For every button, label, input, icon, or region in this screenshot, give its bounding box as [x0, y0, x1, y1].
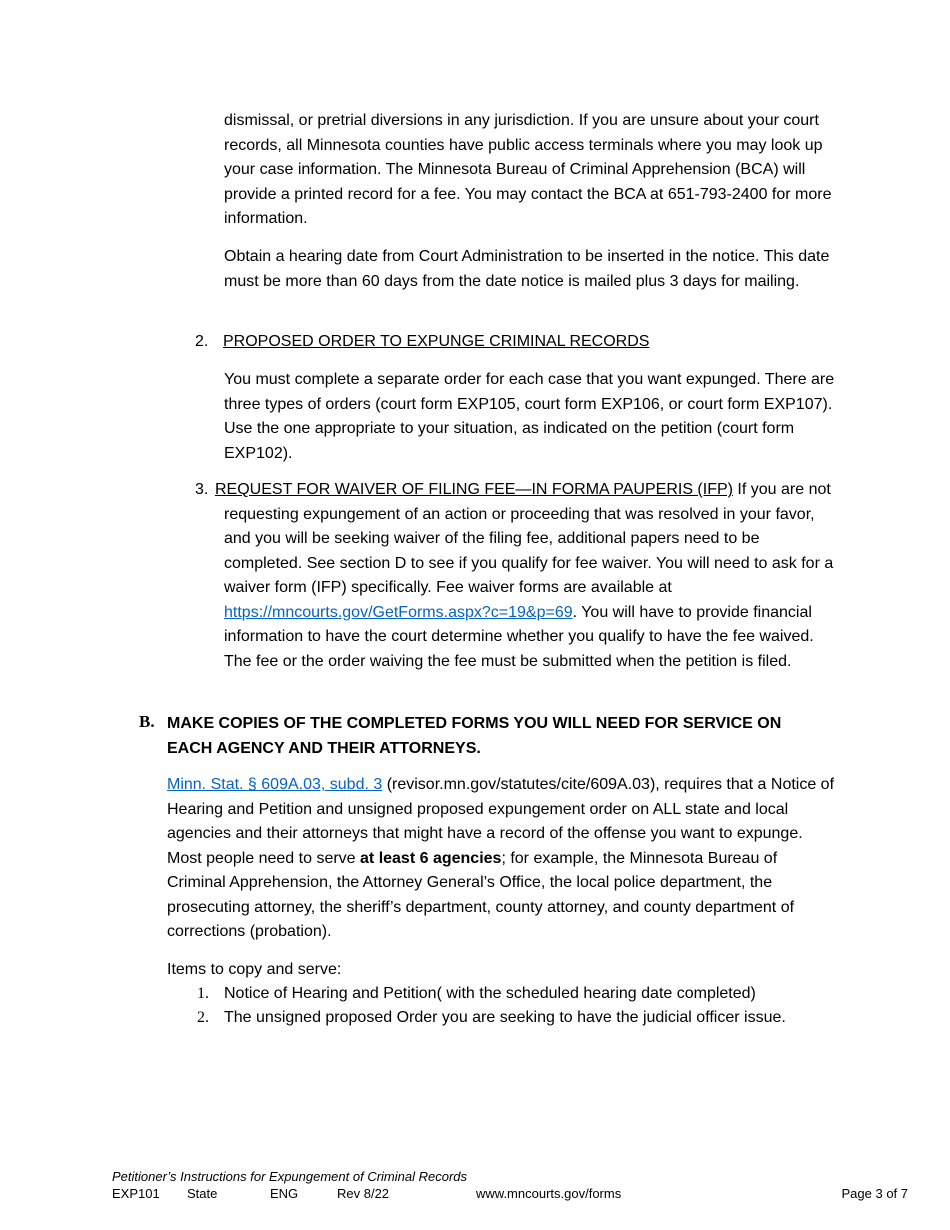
footer-website: www.mncourts.gov/forms — [476, 1186, 622, 1201]
items-intro: Items to copy and serve: — [167, 961, 342, 978]
item-2-number: 2. — [195, 333, 209, 350]
list-item: Notice of Hearing and Petition( with the scheduled hearing date completed) — [224, 985, 756, 1002]
section-b-heading: MAKE COPIES OF THE COMPLETED FORMS YOU WILL NEED FOR SERVICE ON EACH AGENCY AND THEIR ATTORNEYS. — [167, 715, 782, 757]
item-3-paragraph — [195, 478, 842, 674]
hearing-date-paragraph: Obtain a hearing date from Court Administration to be inserted in the notice. This date must be more than 60 days from the date notice is mailed plus 3 days for mailing. — [224, 248, 830, 290]
item-3-heading: REQUEST FOR WAIVER OF FILING FEE—IN FORMA PAUPERIS (IFP) — [215, 481, 733, 498]
list-item-number: 2. — [197, 1009, 209, 1026]
footer-form-id: EXP101 — [112, 1186, 160, 1201]
item-3-text-before: If you are not requesting expungement of an action or proceeding that was resolved in your favor, and you will be seeking waiver of the filing fee, additional papers need to be completed. See section D to see if you qualify for fee waiver. You will need to ask for a waiver form (IFP) specifically. Fee waiver forms are available at — [224, 481, 834, 596]
list-item-number: 1. — [197, 985, 209, 1002]
section-b-letter: B. — [139, 712, 155, 731]
section-b-text-2: ; for example, the Minnesota Bureau of Criminal Apprehension, the Attorney General’s Office, the local police department, the prosecuting attorney, the sheriff’s department, county attorney, and county department of corrections (probation). — [167, 849, 795, 940]
section-b-paragraph — [167, 773, 837, 945]
statute-link[interactable]: Minn. Stat. § 609A.03, subd. 3 — [167, 776, 383, 793]
item-3-text-after: . You will have to provide financial information to have the court determine whether you qualify to have the fee waived. The fee or the order waiving the fee must be submitted when the petition is filed. — [224, 603, 814, 670]
fee-waiver-forms-link[interactable]: https://mncourts.gov/GetForms.aspx?c=19&p=69 — [224, 603, 573, 621]
item-3-number: 3. — [195, 481, 209, 498]
list-item: The unsigned proposed Order you are seeking to have the judicial officer issue. — [224, 1009, 786, 1026]
footer-revision: Rev 8/22 — [337, 1186, 390, 1201]
footer-page-number: Page 3 of 7 — [841, 1186, 908, 1201]
footer-title: Petitioner’s Instructions for Expungement of Criminal Records — [112, 1169, 468, 1184]
item-2-paragraph: You must complete a separate order for each case that you want expunged. There are three types of orders (court form EXP105, court form EXP106, or court form EXP107). Use the one appropriate to your situation, as indicated on the petition (court form EXP102). — [224, 371, 835, 462]
section-b-text-1: (revisor.mn.gov/statutes/cite/609A.03), requires that a Notice of Hearing and Petition and unsigned proposed expungement order on ALL state and local agencies and their attorneys that might have a record of the offense you want to expunge. Most people need to serve — [167, 776, 835, 867]
footer-language: ENG — [270, 1186, 299, 1201]
section-b-bold-text: at least 6 agencies — [360, 849, 502, 867]
footer-jurisdiction: State — [187, 1186, 218, 1201]
records-paragraph: dismissal, or pretrial diversions in any jurisdiction. If you are unsure about your court records, all Minnesota counties have public access terminals where you may look up your case information. The Minnesota Bureau of Criminal Apprehension (BCA) will provide a printed record for a fee. You may contact the BCA at 651-793-2400 for more information. — [224, 112, 832, 227]
item-2-heading: PROPOSED ORDER TO EXPUNGE CRIMINAL RECORDS — [223, 333, 650, 350]
